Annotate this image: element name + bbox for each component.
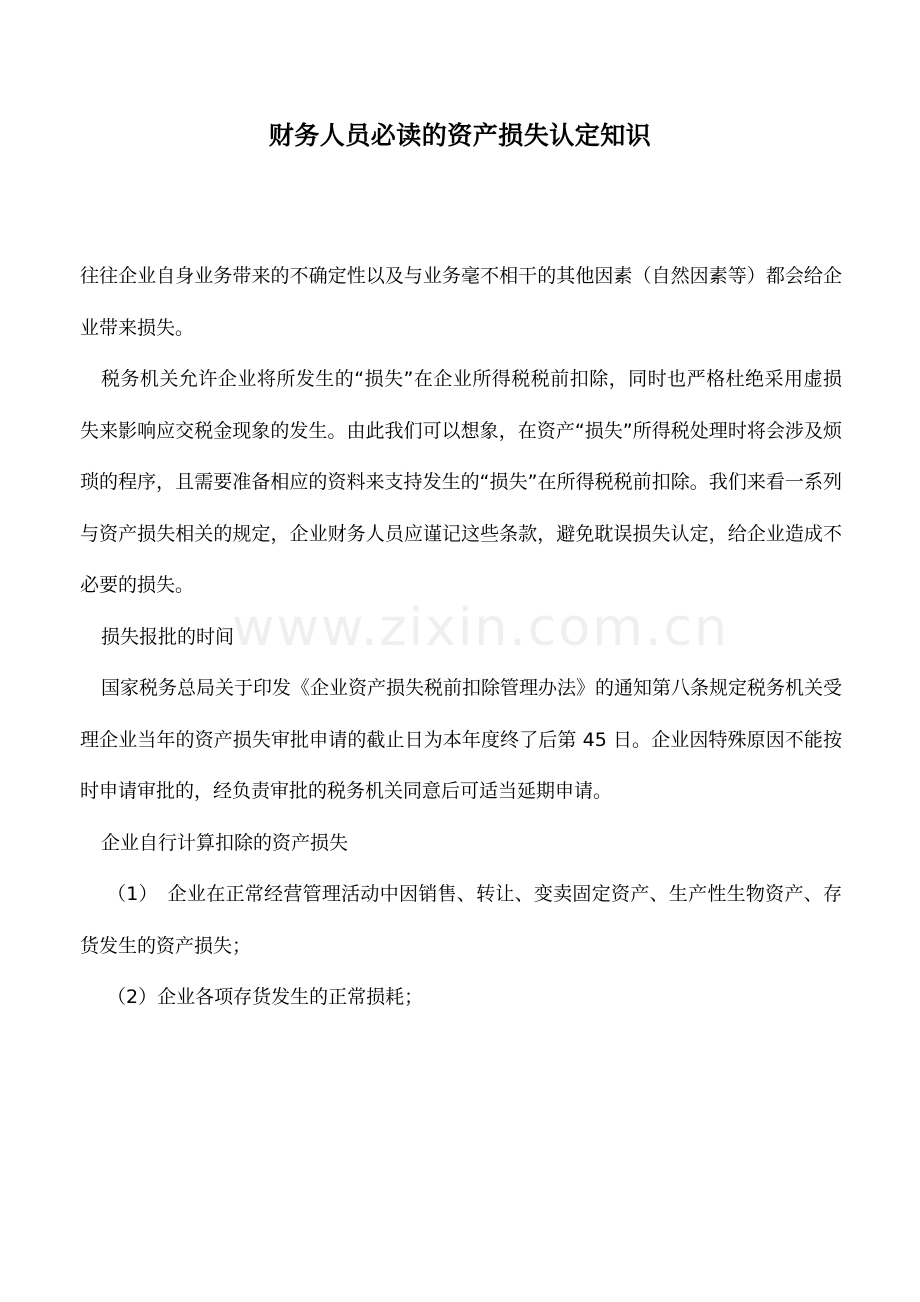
paragraph-tax-deduction: 税务机关允许企业将所发生的“损失”在企业所得税税前扣除，同时也严格杜绝采用虚损失来影响应交税金现象的发生。由此我们可以想象，在资产“损失”所得税处理时将会涉及烦琐的程序，且需要准备相应的资料来支持发生的“损失”在所得税税前扣除。我们来看一系列与资产损失相关的规定，企业财务人员应谨记这些条款，避免耽误损失认定，给企业造成不必要的损失。 [80, 368, 842, 596]
paragraph-article-eight: 国家税务总局关于印发《企业资产损失税前扣除管理办法》的通知第八条规定税务机关受理企业当年的资产损失审批申请的截止日为本年度终了后第 45 日。企业因特殊原因不能按时申请审批的，经负责审批的税务机关同意后可适当延期申请。 [80, 677, 843, 802]
list-item-2: （2）企业各项存货发生的正常损耗； [107, 986, 424, 1008]
paragraph-intro: 往往企业自身业务带来的不确定性以及与业务毫不相干的其他因素（自然因素等）都会给企业带来损失。 [80, 265, 842, 339]
watermark: www.zixin.com.cn [232, 598, 729, 658]
section-heading-self-calculated-losses: 企业自行计算扣除的资产损失 [101, 831, 349, 854]
list-item-1: （1） 企业在正常经营管理活动中因销售、转让、变卖固定资产、生产性生物资产、存货发生的资产损失； [80, 883, 842, 957]
document-title: 财务人员必读的资产损失认定知识 [268, 121, 652, 150]
document-body [80, 251, 842, 1024]
section-heading-report-time: 损失报批的时间 [101, 625, 235, 648]
